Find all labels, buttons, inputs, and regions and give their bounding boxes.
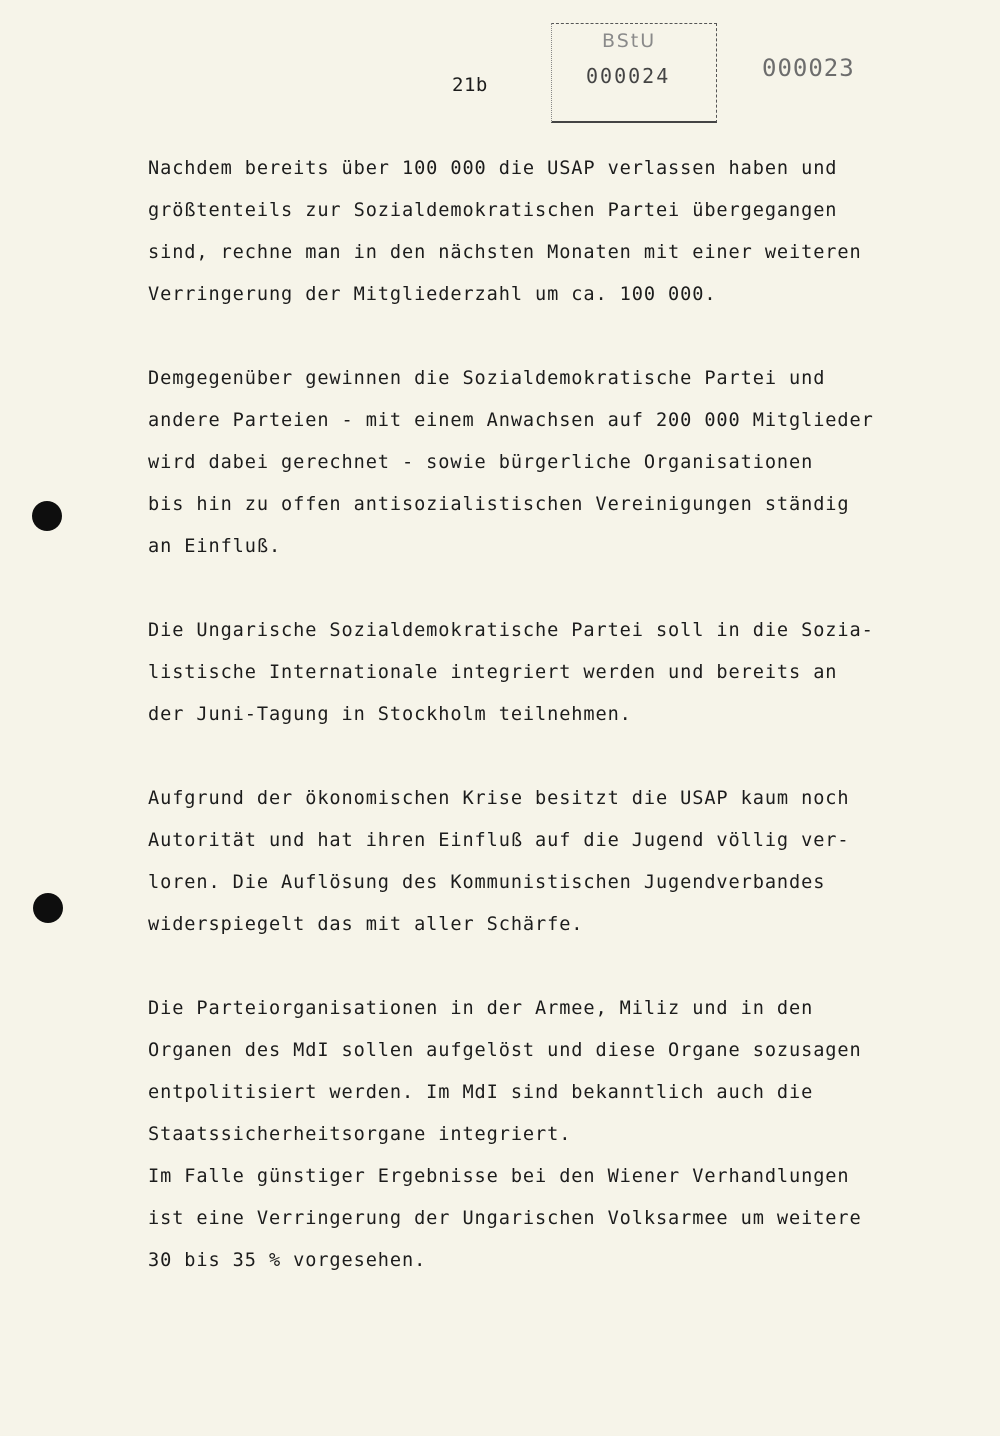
punch-hole (32, 501, 62, 531)
paragraph (148, 358, 908, 568)
text-line: listische Internationale integriert werden und bereits an (148, 662, 838, 683)
text-line: bis hin zu offen antisozialistischen Vereinigungen ständig (148, 494, 850, 515)
text-line: Im Falle günstiger Ergebnisse bei den Wiener Verhandlungen (148, 1166, 850, 1187)
text-line: Die Parteiorganisationen in der Armee, Miliz und in den (148, 998, 814, 1019)
text-line: der Juni-Tagung in Stockholm teilnehmen. (148, 704, 632, 725)
punch-hole (33, 893, 63, 923)
archive-number: 000023 (762, 54, 855, 82)
text-line: sind, rechne man in den nächsten Monaten mit einer weiteren (148, 242, 862, 263)
text-line: wird dabei gerechnet - sowie bürgerliche Organisationen (148, 452, 814, 473)
text-line: loren. Die Auflösung des Kommunistischen Jugendverbandes (148, 872, 826, 893)
document-body (148, 148, 908, 1282)
archive-stamp (551, 23, 717, 123)
text-line: Demgegenüber gewinnen die Sozialdemokratische Partei und (148, 368, 826, 389)
paragraph (148, 988, 908, 1282)
stamp-label: BStU (602, 30, 657, 52)
paragraph (148, 610, 908, 736)
text-line: 30 bis 35 % vorgesehen. (148, 1250, 427, 1271)
text-line: widerspiegelt das mit aller Schärfe. (148, 914, 584, 935)
text-line: Organen des MdI sollen aufgelöst und diese Organe sozusagen (148, 1040, 862, 1061)
text-line: an Einfluß. (148, 536, 282, 557)
text-line: Aufgrund der ökonomischen Krise besitzt die USAP kaum noch (148, 788, 850, 809)
text-line: Verringerung der Mitgliederzahl um ca. 100 000. (148, 284, 717, 305)
text-line: andere Parteien - mit einem Anwachsen auf 200 000 Mitglieder (148, 410, 874, 431)
paragraph (148, 778, 908, 946)
text-line: Nachdem bereits über 100 000 die USAP verlassen haben und (148, 158, 838, 179)
text-line: ist eine Verringerung der Ungarischen Volksarmee um weitere (148, 1208, 862, 1229)
stamp-number: 000024 (586, 64, 671, 88)
text-line: entpolitisiert werden. Im MdI sind bekanntlich auch die (148, 1082, 814, 1103)
text-line: größtenteils zur Sozialdemokratischen Partei übergegangen (148, 200, 838, 221)
page-number: 21b (452, 74, 488, 96)
text-line: Staatssicherheitsorgane integriert. (148, 1124, 572, 1145)
paragraph (148, 148, 908, 316)
text-line: Die Ungarische Sozialdemokratische Partei soll in die Sozia- (148, 620, 874, 641)
text-line: Autorität und hat ihren Einfluß auf die Jugend völlig ver- (148, 830, 850, 851)
